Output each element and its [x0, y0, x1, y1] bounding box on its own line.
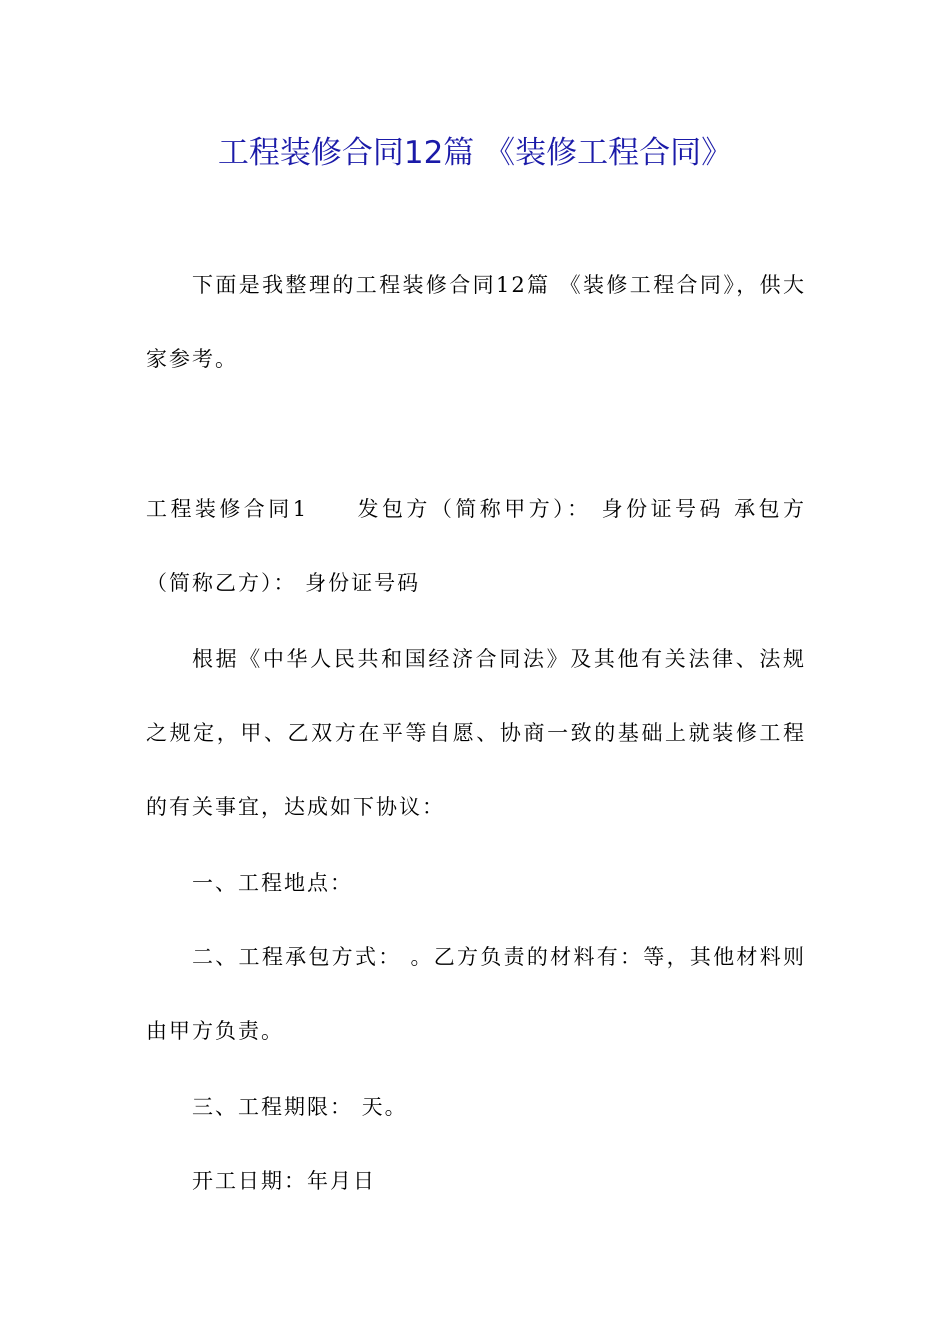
clause-location: 一、工程地点：	[192, 871, 353, 895]
parties-text: 发包方（简称甲方）： 身份证号码 承包方（简称乙方）： 身份证号码	[146, 497, 806, 595]
intro-paragraph: 下面是我整理的工程装修合同12篇 《装修工程合同》，供大家参考。	[146, 273, 806, 371]
contract-parties-paragraph	[146, 472, 806, 620]
clause-contract-method: 二、工程承包方式： 。乙方负责的材料有：等，其他材料则由甲方负责。	[146, 945, 806, 1043]
document-title: 工程装修合同12篇 《装修工程合同》	[217, 135, 733, 171]
contract-heading: 工程装修合同1	[146, 497, 309, 521]
preamble-paragraph: 根据《中华人民共和国经济合同法》及其他有关法律、法规之规定，甲、乙双方在平等自愿、协商一致的基础上就装修工程的有关事宜，达成如下协议：	[146, 647, 806, 819]
clause-duration: 三、工程期限： 天。	[192, 1095, 408, 1119]
start-date-line: 开工日期：年月日	[192, 1169, 376, 1193]
